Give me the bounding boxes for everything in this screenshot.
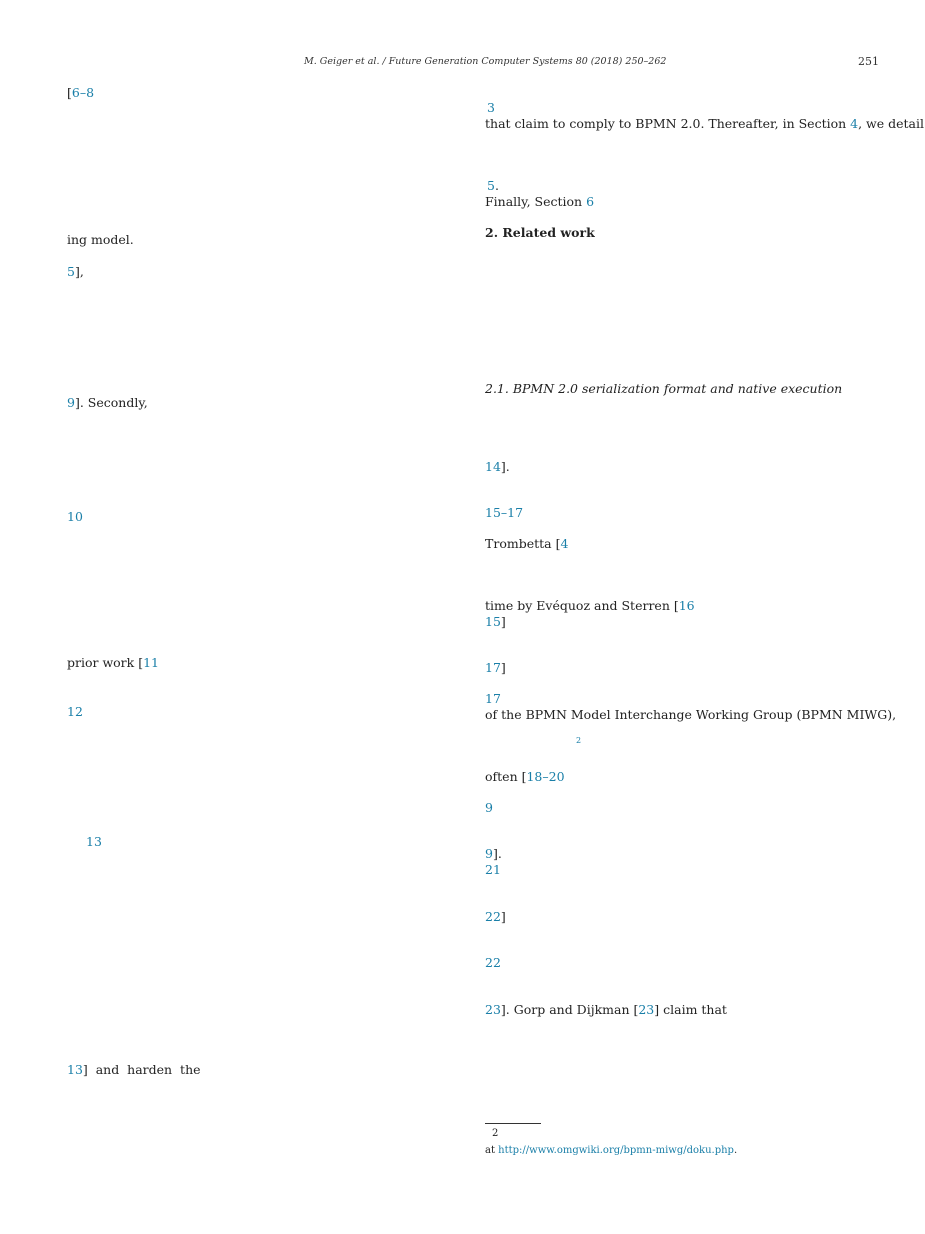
citation-9-secondly — [67, 395, 148, 411]
ref-link-17[interactable]: 17 — [485, 691, 501, 706]
ref-link-10[interactable]: 10 — [67, 509, 83, 524]
ref-link-23[interactable]: 23 — [485, 1002, 501, 1017]
section-heading: 2. Related work — [485, 225, 595, 240]
cite-tail: ] — [500, 660, 506, 675]
citation-9 — [485, 846, 502, 862]
citation-17 — [485, 660, 506, 676]
cite-tail: ] — [500, 614, 506, 629]
ref-link-13[interactable]: 13 — [67, 1062, 83, 1077]
citation-trombetta — [485, 536, 568, 552]
text-gorp: ]. Gorp and Dijkman [ — [500, 1002, 639, 1017]
text-trombetta: Trombetta [ — [485, 536, 561, 551]
ref-link-15[interactable]: 15 — [485, 614, 501, 629]
citation-22 — [485, 909, 506, 925]
ref-link-12[interactable]: 12 — [67, 704, 83, 719]
section-ref-5 — [487, 178, 499, 194]
citation-14 — [485, 459, 510, 475]
text-line-finally — [485, 194, 594, 210]
text-line-comply — [485, 116, 924, 132]
text-we-detail: , we detail — [858, 116, 924, 131]
ref-link-22[interactable]: 22 — [485, 955, 501, 970]
ref-link-13[interactable]: 13 — [86, 834, 102, 849]
citation-eveqouz — [485, 598, 695, 614]
footnote-marker-link[interactable]: 2 — [576, 736, 582, 745]
text-fragment-ing-model: ing model. — [67, 232, 134, 247]
text-line-miwg: of the BPMN Model Interchange Working Group (BPMN MIWG), — [485, 707, 897, 722]
cite-tail: ] — [500, 909, 506, 924]
citation-15 — [485, 614, 506, 630]
footnote-text — [485, 1145, 737, 1158]
cite-tail: . — [494, 178, 499, 193]
ref-link-4[interactable]: 4 — [560, 536, 569, 551]
cite-tail: ]. — [492, 846, 502, 861]
subsection-heading: 2.1. BPMN 2.0 serialization format and native execution — [485, 381, 843, 396]
footnote-number: 2 — [492, 1128, 499, 1139]
footnote-url-link[interactable]: http://www.omgwiki.org/bpmn-miwg/doku.php — [498, 1145, 734, 1156]
ref-link-22[interactable]: 22 — [485, 909, 501, 924]
text-eveqouz: time by Evéquoz and Sterren [ — [485, 598, 679, 613]
ref-link-5[interactable]: 5 — [67, 264, 75, 279]
text-claim-that: ] claim that — [654, 1002, 727, 1017]
ref-link-9[interactable]: 9 — [67, 395, 75, 410]
footnote-prefix: at — [485, 1145, 499, 1156]
citation-6-8 — [67, 85, 94, 101]
ref-link-3[interactable]: 3 — [487, 100, 495, 115]
cite-tail: ]. — [500, 459, 510, 474]
citation-often — [485, 769, 565, 785]
citation-5 — [67, 264, 84, 280]
section-link-6[interactable]: 6 — [586, 194, 595, 209]
ref-link-18-20[interactable]: 18–20 — [526, 769, 565, 784]
ref-link-9[interactable]: 9 — [485, 800, 493, 815]
ref-link-23[interactable]: 23 — [638, 1002, 655, 1017]
footnote-suffix: . — [733, 1145, 738, 1156]
citation-13-harden — [67, 1062, 201, 1078]
text-claim-comply: that claim to comply to BPMN 2.0. Thereafter, in Section — [485, 116, 851, 131]
cite-tail: ], — [74, 264, 84, 279]
cite-tail: ]. Secondly, — [74, 395, 148, 410]
running-header: M. Geiger et al. / Future Generation Computer Systems 80 (2018) 250–262 — [304, 56, 667, 67]
ref-link-9[interactable]: 9 — [485, 846, 493, 861]
footnote-rule — [485, 1123, 541, 1124]
ref-link-11[interactable]: 11 — [143, 655, 159, 670]
ref-link-16[interactable]: 16 — [678, 598, 695, 613]
text-prior-work: prior work [ — [67, 655, 144, 670]
ref-link-17[interactable]: 17 — [485, 660, 501, 675]
section-link-5[interactable]: 5 — [487, 178, 495, 193]
text-often: often [ — [485, 769, 527, 784]
citation-prior-work — [67, 655, 159, 671]
citation-gorp — [485, 1002, 727, 1018]
text-finally: Finally, Section — [485, 194, 587, 209]
bracket: [ — [67, 85, 72, 100]
text-harden: ] and harden the — [82, 1062, 201, 1077]
ref-link-21[interactable]: 21 — [485, 862, 501, 877]
section-link-4[interactable]: 4 — [850, 116, 859, 131]
page-number: 251 — [858, 55, 879, 68]
ref-link-15-17[interactable]: 15–17 — [485, 505, 524, 520]
ref-link-14[interactable]: 14 — [485, 459, 501, 474]
ref-link-6-8[interactable]: 6–8 — [71, 85, 95, 100]
